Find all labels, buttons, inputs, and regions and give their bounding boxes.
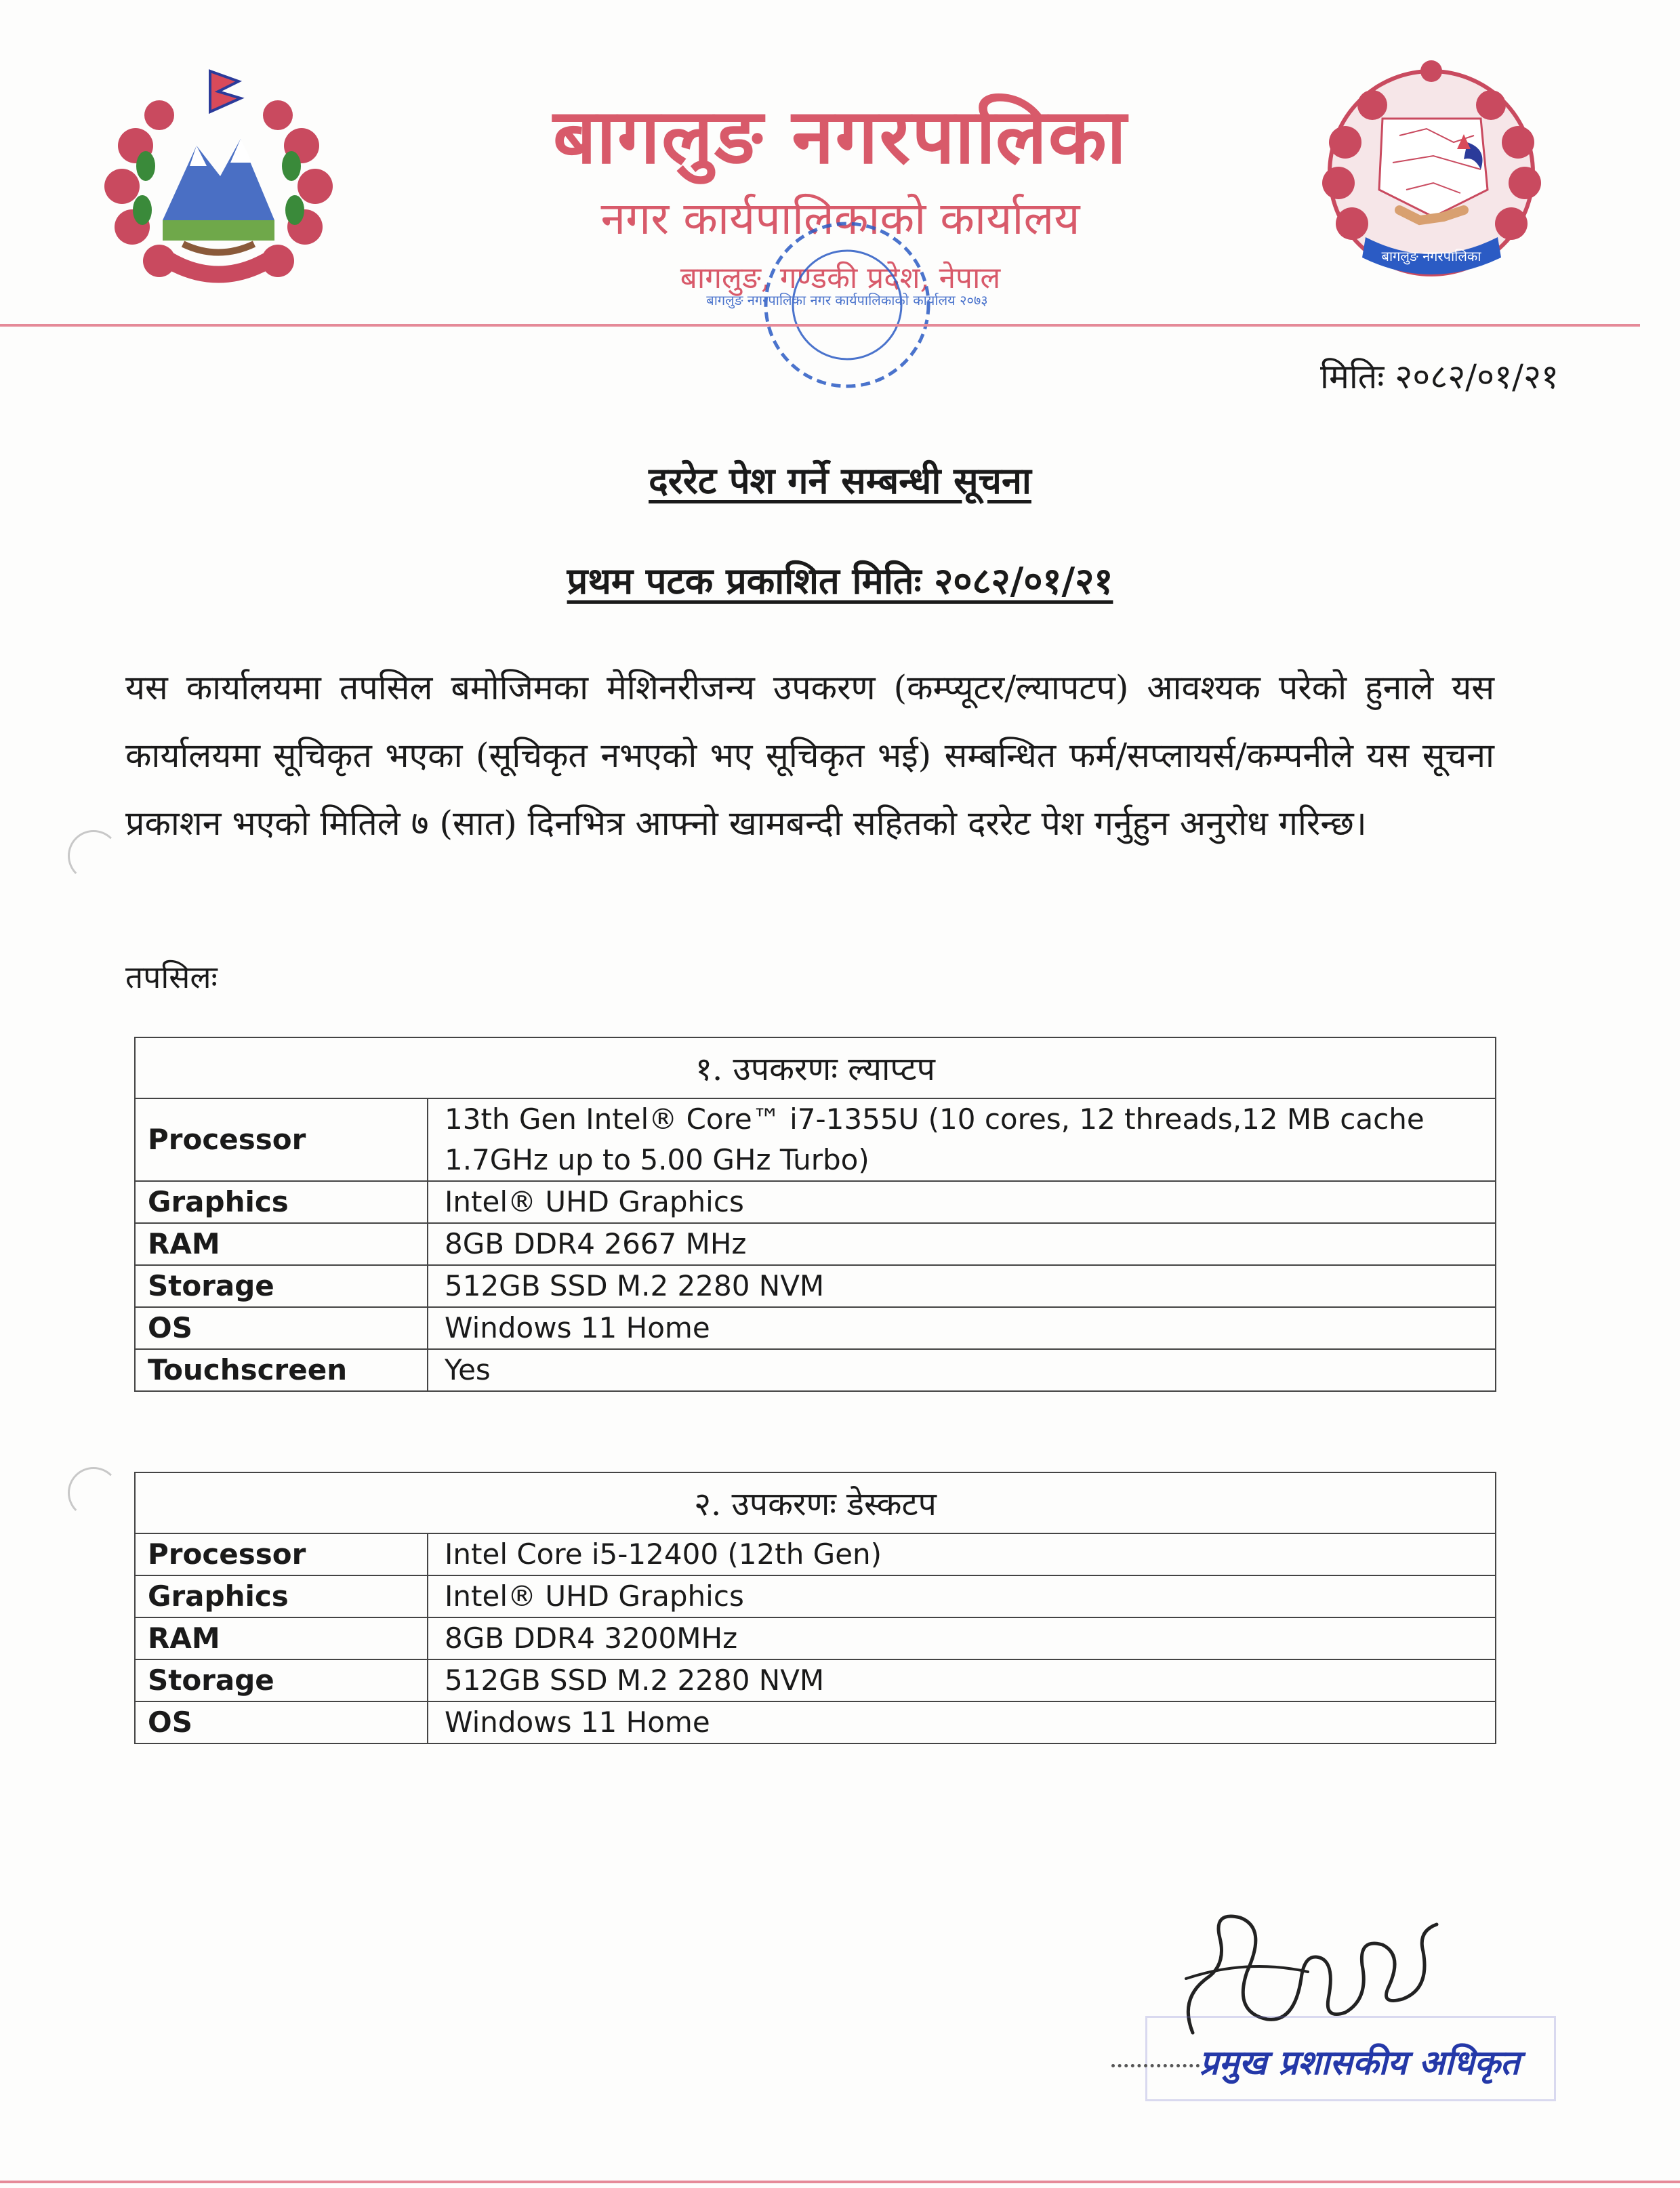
notice-date: मितिः २०८२/०१/२१ <box>1320 357 1559 396</box>
punch-hole-mark <box>68 830 119 882</box>
spec-value: Windows 11 Home <box>428 1307 1496 1349</box>
header-divider <box>0 324 1640 327</box>
table-row <box>135 1265 1496 1307</box>
spec-value: Windows 11 Home <box>428 1701 1496 1743</box>
published-date-line <box>0 554 1680 604</box>
spec-value: Intel® UHD Graphics <box>428 1575 1496 1617</box>
spec-key: Touchscreen <box>135 1349 428 1391</box>
nepal-emblem-logo <box>95 64 342 295</box>
table-row <box>135 1307 1496 1349</box>
spec-key: Graphics <box>135 1181 428 1223</box>
spec-value: Intel® UHD Graphics <box>428 1181 1496 1223</box>
table-row <box>135 1098 1496 1181</box>
office-address: बागलुङ, गण्डकी प्रदेश, नेपाल <box>680 261 1001 295</box>
table-heading: १. उपकरणः ल्याप्टप <box>135 1037 1496 1098</box>
table-row <box>135 1349 1496 1391</box>
spec-value: 8GB DDR4 2667 MHz <box>428 1223 1496 1265</box>
spec-value: 512GB SSD M.2 2280 NVM <box>428 1659 1496 1701</box>
spec-key: OS <box>135 1701 428 1743</box>
spec-key: Storage <box>135 1659 428 1701</box>
spec-key: OS <box>135 1307 428 1349</box>
signatory-title: प्रमुख प्रशासकीय अधिकृत <box>1200 2043 1520 2082</box>
spec-key: RAM <box>135 1223 428 1265</box>
table-row <box>135 1223 1496 1265</box>
notice-body: यस कार्यालयमा तपसिल बमोजिमका मेशिनरीजन्य उपकरण (कम्प्यूटर/ल्यापटप) आवश्यक परेको हुनाले यस कार्यालयमा सूचिकृत भएका (सूचिकृत नभएको भए सूचिकृत भई) सम्बन्धित फर्म/सप्लायर्स/कम्पनीले यस सूचना प्रकाशन भएको मितिले ७ (सात) दिनभित्र आफ्नो खामबन्दी सहितको दररेट पेश गर्नुहुन अनुरोध गरिन्छ। <box>125 668 1494 843</box>
table-row <box>135 1701 1496 1743</box>
office-name: नगर कार्यपालिकाको कार्यालय <box>600 192 1080 245</box>
municipality-logo-label: बागलुङ नगरपालिका <box>1381 248 1481 264</box>
municipality-logo <box>1318 54 1545 285</box>
table-row <box>135 1181 1496 1223</box>
table-row <box>135 1659 1496 1701</box>
table-row <box>135 1533 1496 1575</box>
table-row <box>135 1617 1496 1659</box>
spec-key: Processor <box>135 1098 428 1181</box>
spec-value: 8GB DDR4 3200MHz <box>428 1617 1496 1659</box>
office-stamp <box>706 203 988 407</box>
office-stamp-text: बागलुङ नगरपालिका नगर कार्यपालिकाको कार्यालय २०७३ <box>706 292 988 308</box>
spec-value: 512GB SSD M.2 2280 NVM <box>428 1265 1496 1307</box>
spec-key: Graphics <box>135 1575 428 1617</box>
signature-dotted-line <box>1111 2060 1200 2067</box>
spec-value: Intel Core i5-12400 (12th Gen) <box>428 1533 1496 1575</box>
notice-title-text: दररेट पेश गर्ने सम्बन्धी सूचना <box>649 459 1031 502</box>
spec-value: 13th Gen Intel® Core™ i7-1355U (10 cores, 12 threads,12 MB cache 1.7GHz up to 5.00 GHz Turbo) <box>428 1098 1496 1181</box>
laptop-spec-table <box>134 1037 1496 1392</box>
table-heading: २. उपकरणः डेस्कटप <box>135 1472 1496 1533</box>
punch-hole-mark <box>68 1467 119 1519</box>
footer-divider <box>0 2181 1680 2183</box>
notice-title <box>0 454 1680 504</box>
spec-key: Processor <box>135 1533 428 1575</box>
spec-key: RAM <box>135 1617 428 1659</box>
org-name: बागलुङ नगरपालिका <box>553 93 1128 181</box>
spec-value: Yes <box>428 1349 1496 1391</box>
table-row <box>135 1575 1496 1617</box>
schedule-label: तपसिलः <box>125 959 218 995</box>
published-date-text: प्रथम पटक प्रकाशित मितिः २०८२/०१/२१ <box>567 559 1113 602</box>
desktop-spec-table <box>134 1472 1496 1744</box>
spec-key: Storage <box>135 1265 428 1307</box>
